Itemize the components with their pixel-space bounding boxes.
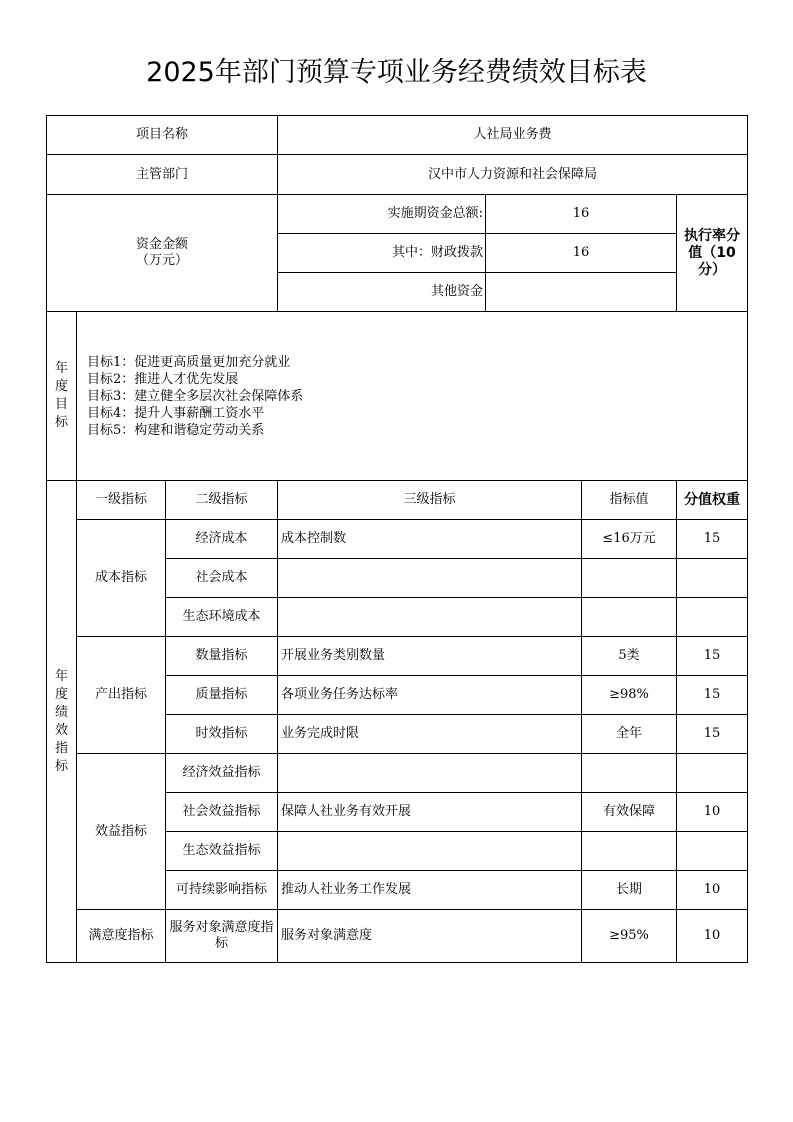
funds-label-cell xyxy=(47,195,278,312)
department-label: 主管部门 xyxy=(47,155,278,195)
level3-cell: 业务完成时限 xyxy=(278,715,582,754)
value-cell xyxy=(582,832,677,871)
value-cell: 全年 xyxy=(582,715,677,754)
department-value: 汉中市人力资源和社会保障局 xyxy=(278,155,748,195)
funds-total-label: 实施期资金总额: xyxy=(278,195,486,234)
header-level1: 一级指标 xyxy=(77,481,166,520)
table-row xyxy=(47,754,748,793)
annual-goals-list xyxy=(77,312,748,481)
execution-score-label: 执行率分值（10分） xyxy=(677,195,748,312)
value-cell: 5类 xyxy=(582,637,677,676)
header-weight: 分值权重 xyxy=(677,481,748,520)
value-cell xyxy=(582,598,677,637)
level2-cell: 社会成本 xyxy=(166,559,278,598)
level2-cell: 时效指标 xyxy=(166,715,278,754)
indicators-label: 年度绩效指标 xyxy=(54,668,68,774)
table-row xyxy=(47,520,748,559)
level3-cell: 各项业务任务达标率 xyxy=(278,676,582,715)
goal-item: 目标4：提升人事薪酬工资水平 xyxy=(87,405,265,421)
table-row xyxy=(47,910,748,963)
annual-goals-row xyxy=(47,312,748,481)
level3-cell xyxy=(278,559,582,598)
value-cell: 长期 xyxy=(582,871,677,910)
level2-cell: 经济效益指标 xyxy=(166,754,278,793)
level3-cell xyxy=(278,598,582,637)
funds-total-row xyxy=(47,195,748,234)
level2-cell: 社会效益指标 xyxy=(166,793,278,832)
level3-cell xyxy=(278,832,582,871)
project-value: 人社局业务费 xyxy=(278,116,748,155)
weight-cell: 15 xyxy=(677,676,748,715)
funds-other-label: 其他资金 xyxy=(278,273,486,312)
funds-fiscal-label: 其中：财政拨款 xyxy=(278,234,486,273)
table-row xyxy=(47,637,748,676)
level2-cell: 质量指标 xyxy=(166,676,278,715)
value-cell xyxy=(582,754,677,793)
value-cell: ≥98% xyxy=(582,676,677,715)
level3-cell: 推动人社业务工作发展 xyxy=(278,871,582,910)
level3-cell: 开展业务类别数量 xyxy=(278,637,582,676)
goal-item: 目标1：促进更高质量更加充分就业 xyxy=(87,354,291,370)
group-cost: 成本指标 xyxy=(77,520,166,637)
level2-cell: 数量指标 xyxy=(166,637,278,676)
level3-cell: 保障人社业务有效开展 xyxy=(278,793,582,832)
annual-goals-label: 年度目标 xyxy=(54,361,68,430)
group-satisfaction: 满意度指标 xyxy=(77,910,166,963)
level3-cell: 服务对象满意度 xyxy=(278,910,582,963)
performance-table xyxy=(46,115,748,963)
group-benefit: 效益指标 xyxy=(77,754,166,910)
level2-cell: 可持续影响指标 xyxy=(166,871,278,910)
page-title: 2025年部门预算专项业务经费绩效目标表 xyxy=(146,57,647,88)
level3-cell xyxy=(278,754,582,793)
weight-cell: 15 xyxy=(677,520,748,559)
value-cell xyxy=(582,559,677,598)
level2-cell: 生态环境成本 xyxy=(166,598,278,637)
funds-label: 资金金额 xyxy=(136,237,189,252)
indicator-header-row xyxy=(47,481,748,520)
value-cell: ≥95% xyxy=(582,910,677,963)
funds-total-value: 16 xyxy=(486,195,677,234)
indicators-label-cell xyxy=(47,481,77,963)
funds-other-value xyxy=(486,273,677,312)
value-cell: 有效保障 xyxy=(582,793,677,832)
weight-cell xyxy=(677,832,748,871)
weight-cell: 10 xyxy=(677,793,748,832)
weight-cell: 15 xyxy=(677,715,748,754)
header-value: 指标值 xyxy=(582,481,677,520)
project-row xyxy=(47,116,748,155)
value-cell: ≤16万元 xyxy=(582,520,677,559)
weight-cell xyxy=(677,559,748,598)
level2-cell: 经济成本 xyxy=(166,520,278,559)
funds-fiscal-value: 16 xyxy=(486,234,677,273)
weight-cell: 15 xyxy=(677,637,748,676)
goal-item: 目标5：构建和谐稳定劳动关系 xyxy=(87,422,265,438)
weight-cell xyxy=(677,754,748,793)
header-level3: 三级指标 xyxy=(278,481,582,520)
weight-cell: 10 xyxy=(677,910,748,963)
annual-goals-label-cell xyxy=(47,312,77,481)
project-label: 项目名称 xyxy=(47,116,278,155)
weight-cell: 10 xyxy=(677,871,748,910)
level2-cell: 服务对象满意度指标 xyxy=(166,910,278,963)
level3-cell: 成本控制数 xyxy=(278,520,582,559)
goal-item: 目标3：建立健全多层次社会保障体系 xyxy=(87,388,304,404)
weight-cell xyxy=(677,598,748,637)
level2-cell: 生态效益指标 xyxy=(166,832,278,871)
header-level2: 二级指标 xyxy=(166,481,278,520)
funds-unit: （万元） xyxy=(136,253,189,268)
goal-item: 目标2：推进人才优先发展 xyxy=(87,371,239,387)
group-output: 产出指标 xyxy=(77,637,166,754)
department-row xyxy=(47,155,748,195)
